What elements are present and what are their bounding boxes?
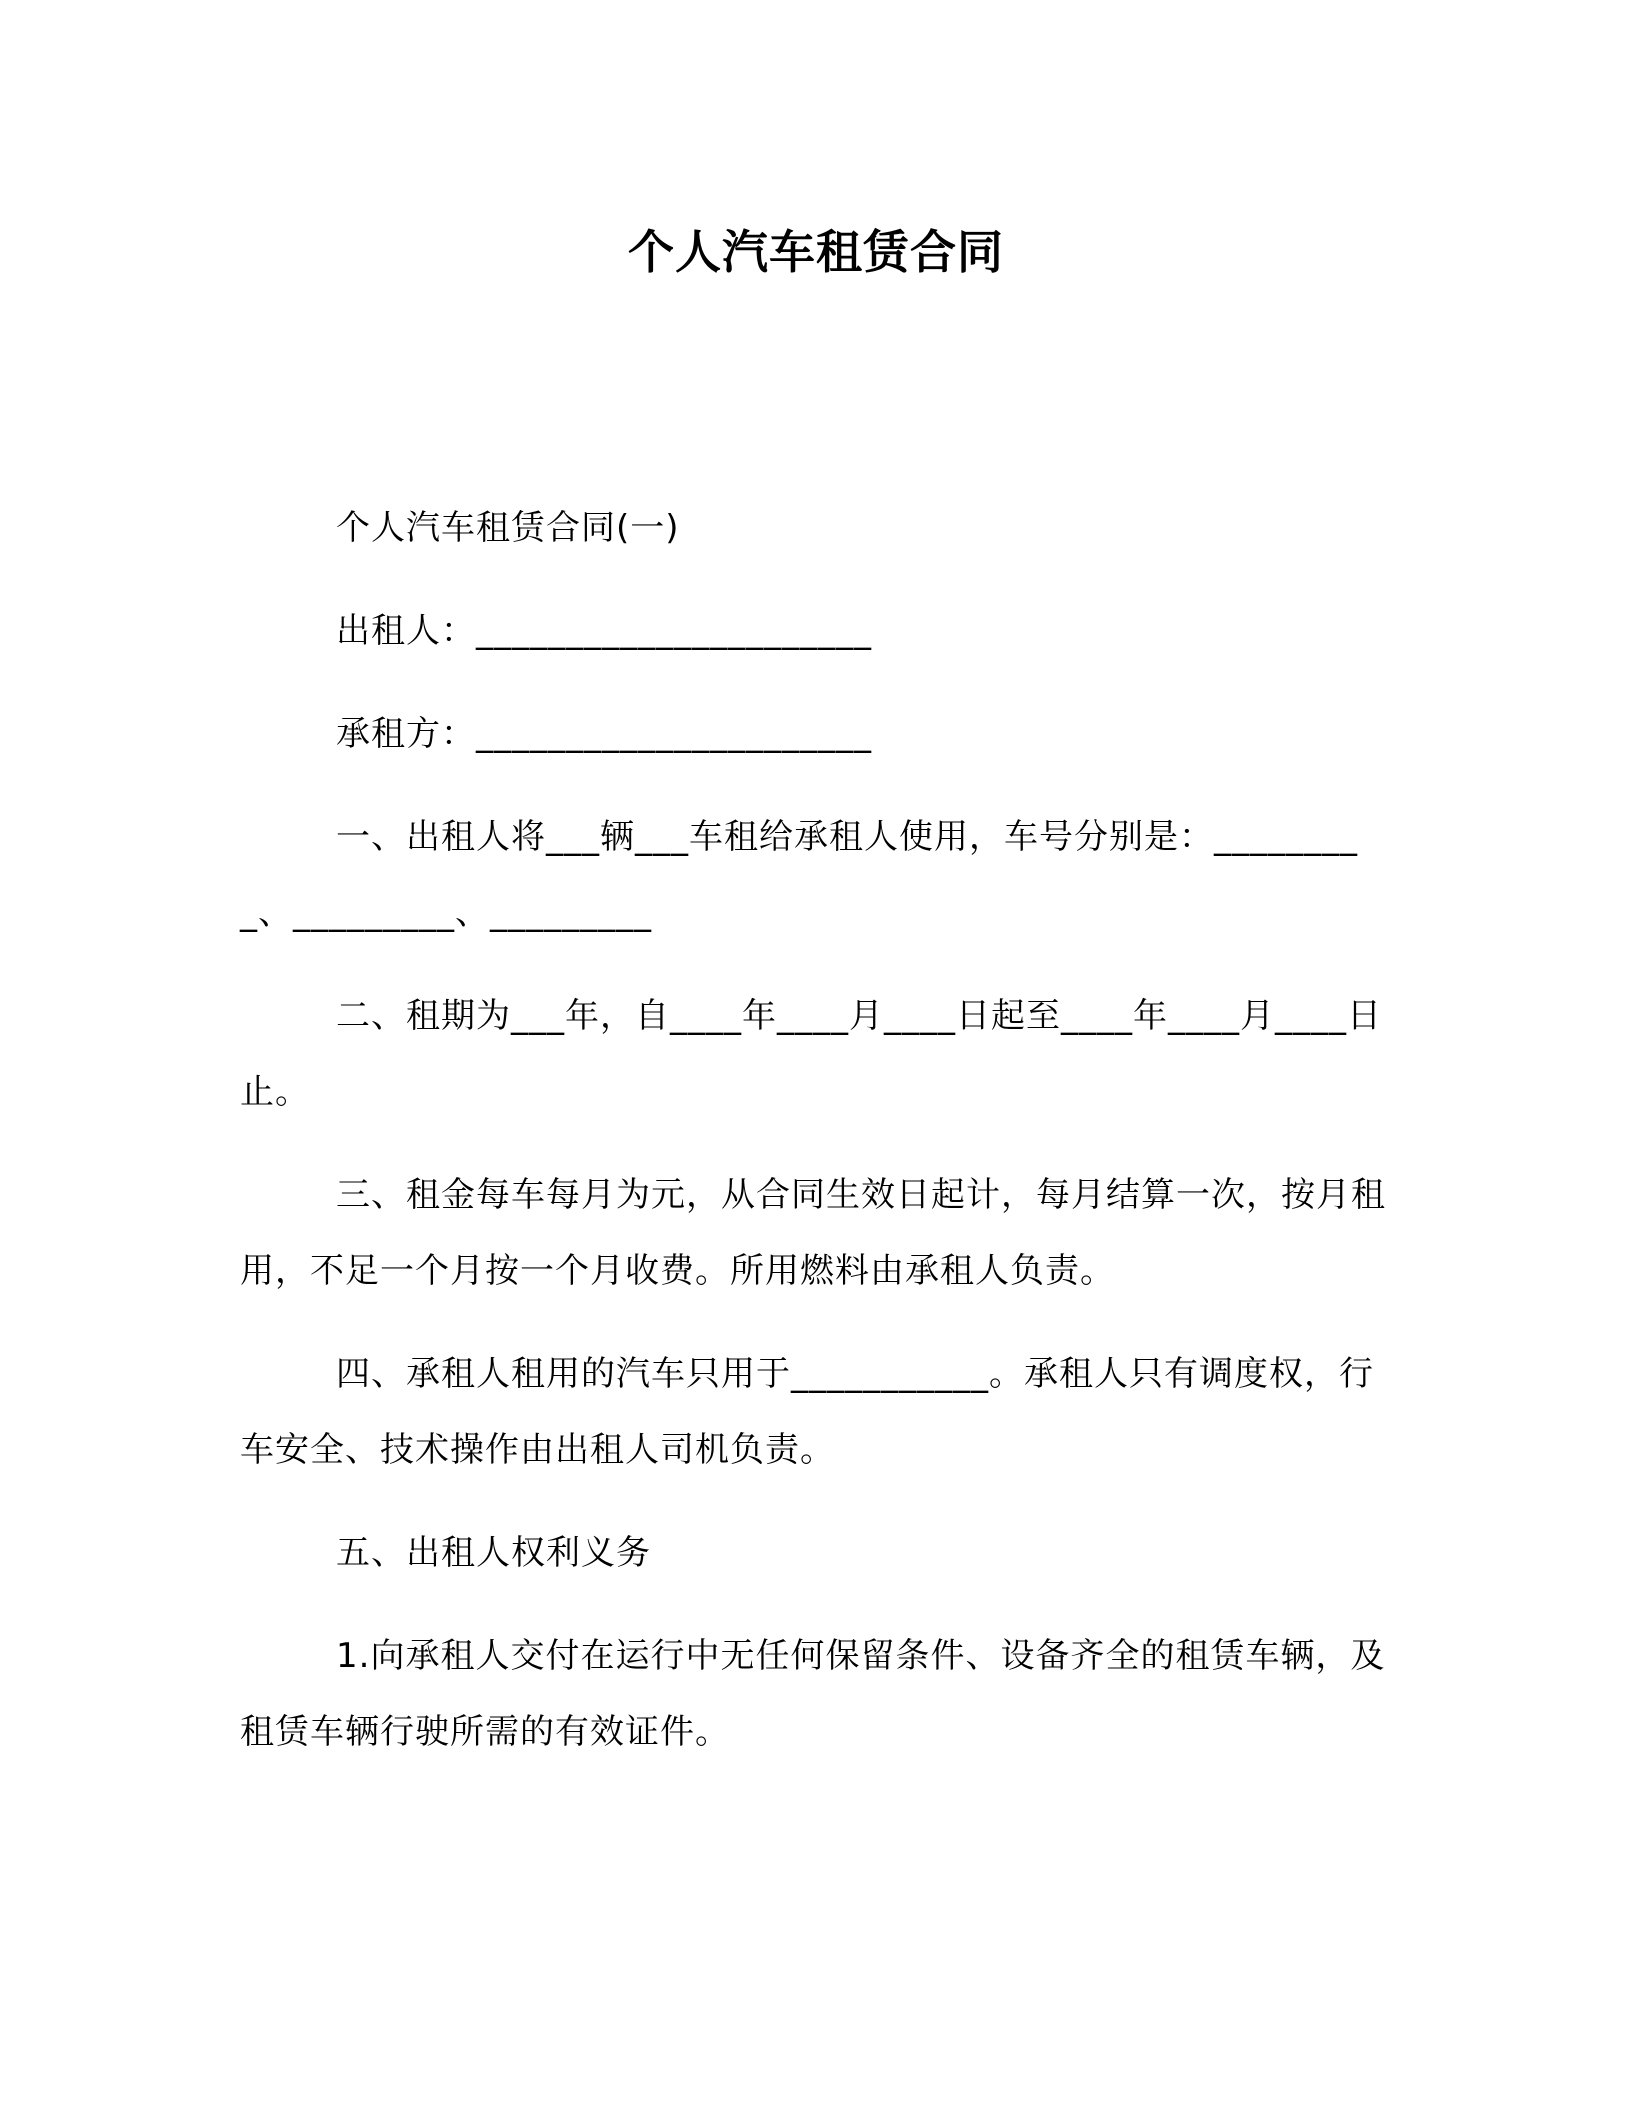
clause-5-item-1: 1.向承租人交付在运行中无任何保留条件、设备齐全的租赁车辆，及租赁车辆行驶所需的有效证件。	[240, 1636, 1386, 1752]
document-title: 个人汽车租赁合同	[628, 225, 1004, 279]
lessor-field: 出租人：______________________	[336, 611, 872, 651]
clause-1: 一、出租人将___辆___车租给承租人使用，车号分别是：_________、_________、_________	[240, 817, 1358, 933]
lessee-field: 承租方：______________________	[336, 714, 872, 754]
clause-5-heading: 五、出租人权利义务	[336, 1533, 651, 1573]
clause-2: 二、租期为___年，自____年____月____日起至____年____月____日止。	[240, 996, 1382, 1112]
clause-4: 四、承租人租用的汽车只用于___________。承租人只有调度权，行车安全、技术操作由出租人司机负责。	[240, 1354, 1374, 1470]
clause-3: 三、租金每车每月为元，从合同生效日起计，每月结算一次，按月租用，不足一个月按一个月收费。所用燃料由承租人负责。	[240, 1175, 1386, 1291]
document-body	[240, 490, 1390, 1797]
contract-subtitle: 个人汽车租赁合同(一)	[336, 508, 680, 548]
